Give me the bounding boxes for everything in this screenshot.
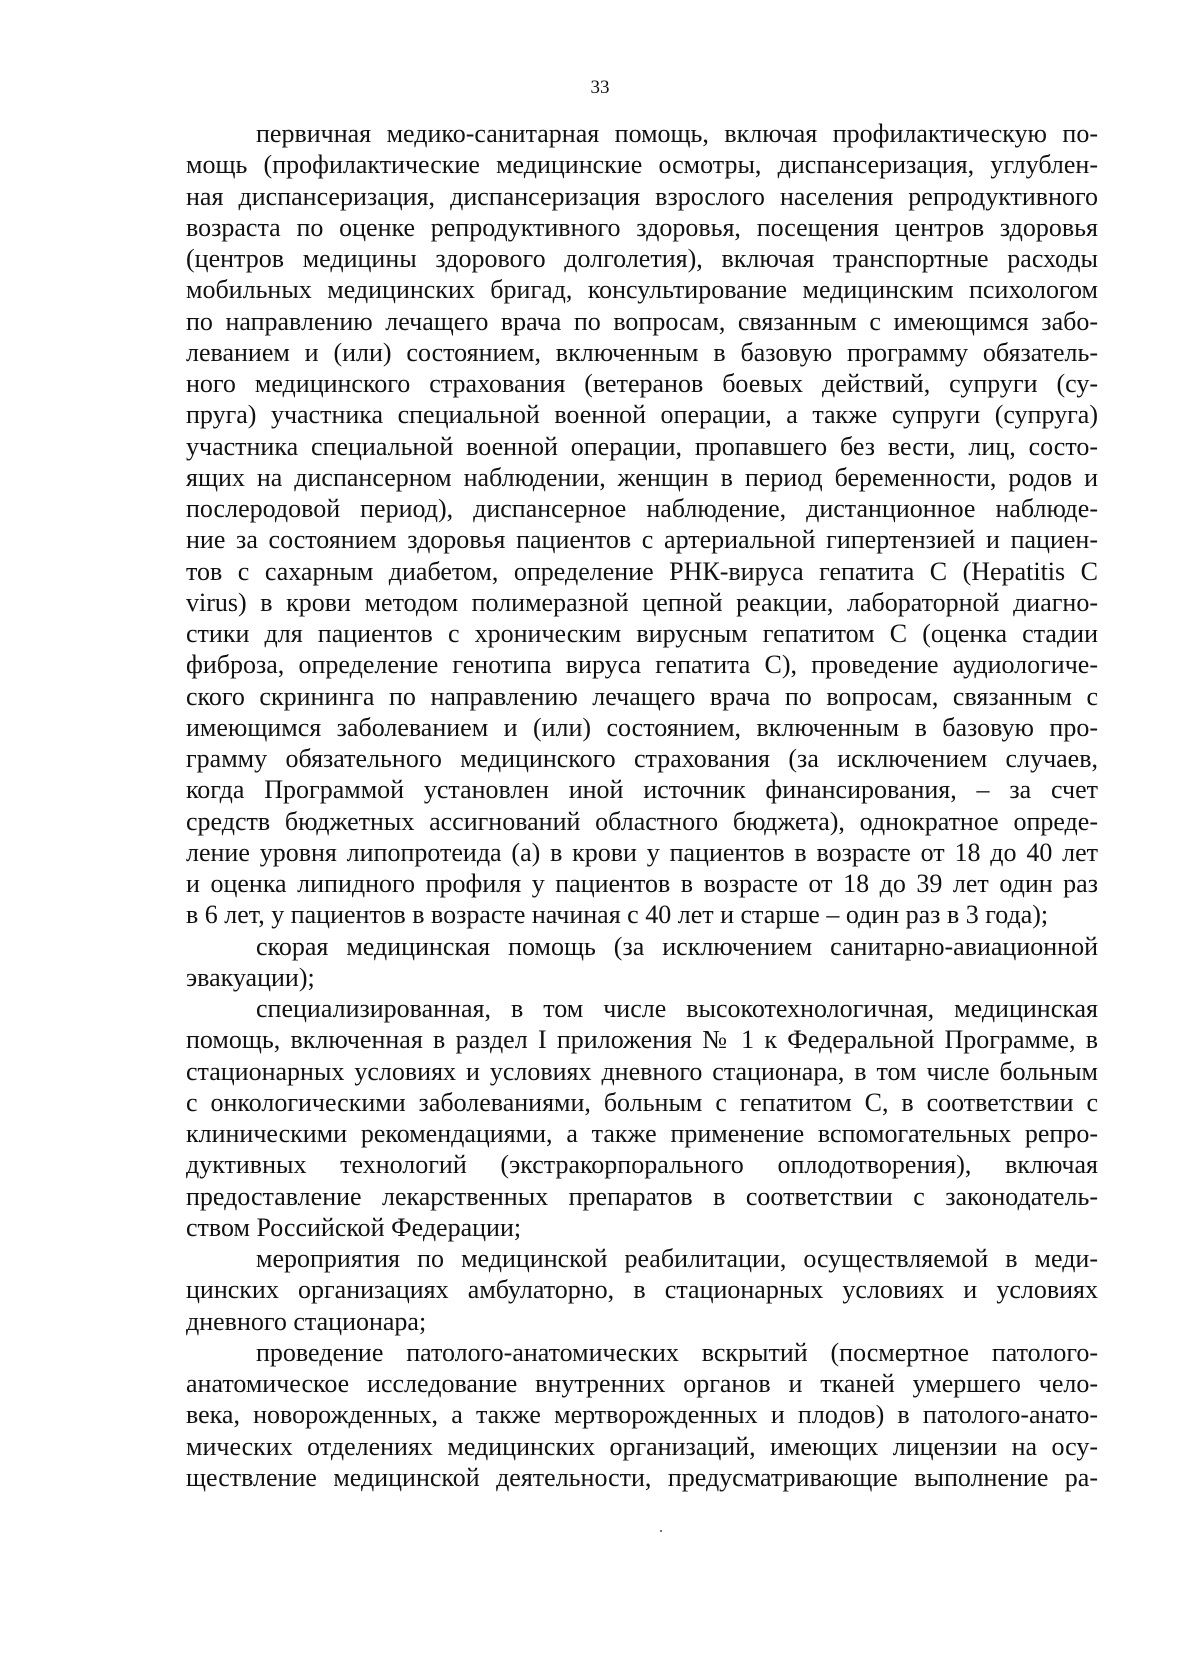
text-line: ная диспансеризация, диспансеризация взрослого населения репродуктивного	[186, 181, 1098, 211]
text-line: мощь (профилактические медицинские осмотры, диспансеризация, углублен-	[186, 150, 1098, 180]
text-line: предоставление лекарственных препаратов в соответствии с законодатель-	[186, 1181, 1098, 1211]
text-line: по направлению лечащего врача по вопросам, связанным с имеющимся забо-	[186, 306, 1098, 336]
text-line: и оценка липидного профиля у пациентов в возрасте от 18 до 39 лет один раз	[186, 869, 1098, 898]
text-line: века, новорожденных, а также мертворожденных и плодов) в патолого-анато-	[186, 1400, 1098, 1430]
text-line: стационарных условиях и условиях дневного стационара, в том числе больным	[186, 1056, 1098, 1086]
text-line: первичная медико-санитарная помощь, включая профилактическую по-	[256, 119, 1098, 148]
text-line: клиническими рекомендациями, а также применение вспомогательных репро-	[186, 1119, 1098, 1148]
text-line: ние за состоянием здоровья пациентов с артериальной гипертензией и пациен-	[186, 525, 1098, 555]
text-line: дневного стационара;	[186, 1306, 427, 1336]
text-line: мических отделениях медицинских организаций, имеющих лицензии на осу-	[186, 1431, 1098, 1461]
text-line: анатомическое исследование внутренних органов и тканей умершего чело-	[186, 1369, 1098, 1398]
text-line: леванием и (или) состоянием, включенным в базовую программу обязатель-	[186, 337, 1098, 367]
text-line: в 6 лет, у пациентов в возрасте начиная с 40 лет и старше – один раз в 3 года);	[186, 900, 1049, 930]
text-line: пруга) участника специальной военной операции, а также супруги (супруга)	[186, 400, 1098, 430]
text-line: возраста по оценке репродуктивного здоровья, посещения центров здоровья	[186, 212, 1098, 242]
text-line: дуктивных технологий (экстракорпорального оплодотворения), включая	[186, 1150, 1098, 1180]
text-line: цинских организациях амбулаторно, в стационарных условиях и условиях	[186, 1275, 1098, 1305]
text-line: мероприятия по медицинской реабилитации, осуществляемой в меди-	[256, 1244, 1098, 1273]
page-number: 33	[590, 77, 610, 98]
text-line: имеющимся заболеванием и (или) состоянием, включенным в базовую про-	[186, 712, 1098, 742]
scan-speck	[660, 1530, 662, 1532]
text-line: послеродовой период), диспансерное наблюдение, дистанционное наблюде-	[186, 494, 1098, 523]
text-line: ществление медицинской деятельности, предусматривающие выполнение ра-	[186, 1462, 1098, 1492]
text-line: virus) в крови методом полимеразной цепной реакции, лабораторной диагно-	[186, 587, 1098, 617]
text-line: тов с сахарным диабетом, определение РНК-вируса гепатита С (Hepatitis C	[186, 556, 1098, 586]
text-line: ление уровня липопротеида (а) в крови у пациентов в возрасте от 18 до 40 лет	[186, 837, 1098, 867]
text-line: когда Программой установлен иной источник финансирования, – за счет	[186, 775, 1098, 805]
text-line: специализированная, в том числе высокотехнологичная, медицинская	[256, 994, 1098, 1023]
text-line: мобильных медицинских бригад, консультирование медицинским психологом	[186, 275, 1098, 305]
text-line: фиброза, определение генотипа вируса гепатита С), проведение аудиологиче-	[186, 650, 1098, 680]
text-line: проведение патолого-анатомических вскрытий (посмертное патолого-	[256, 1337, 1098, 1367]
text-line: ящих на диспансерном наблюдении, женщин в период беременности, родов и	[186, 462, 1098, 492]
text-line: ского скрининга по направлению лечащего врача по вопросам, связанным с	[186, 681, 1098, 711]
text-line: (центров медицины здорового долголетия), включая транспортные расходы	[186, 244, 1098, 273]
text-line: помощь, включенная в раздел I приложения № 1 к Федеральной Программе, в	[186, 1025, 1098, 1055]
text-line: с онкологическими заболеваниями, больным с гепатитом С, в соответствии с	[186, 1087, 1098, 1117]
body-text	[186, 118, 1098, 1493]
text-line: эвакуации);	[186, 962, 315, 992]
text-line: ством Российской Федерации;	[186, 1212, 522, 1242]
text-line: ного медицинского страхования (ветеранов боевых действий, супруги (су-	[186, 369, 1098, 398]
text-line: скорая медицинская помощь (за исключением санитарно-авиационной	[256, 931, 1098, 961]
text-line: участника специальной военной операции, пропавшего без вести, лиц, состо-	[186, 431, 1098, 461]
text-line: средств бюджетных ассигнований областного бюджета), однократное опреде-	[186, 806, 1098, 836]
text-line: стики для пациентов с хроническим вирусным гепатитом С (оценка стадии	[186, 619, 1098, 648]
text-line: грамму обязательного медицинского страхования (за исключением случаев,	[186, 744, 1098, 773]
